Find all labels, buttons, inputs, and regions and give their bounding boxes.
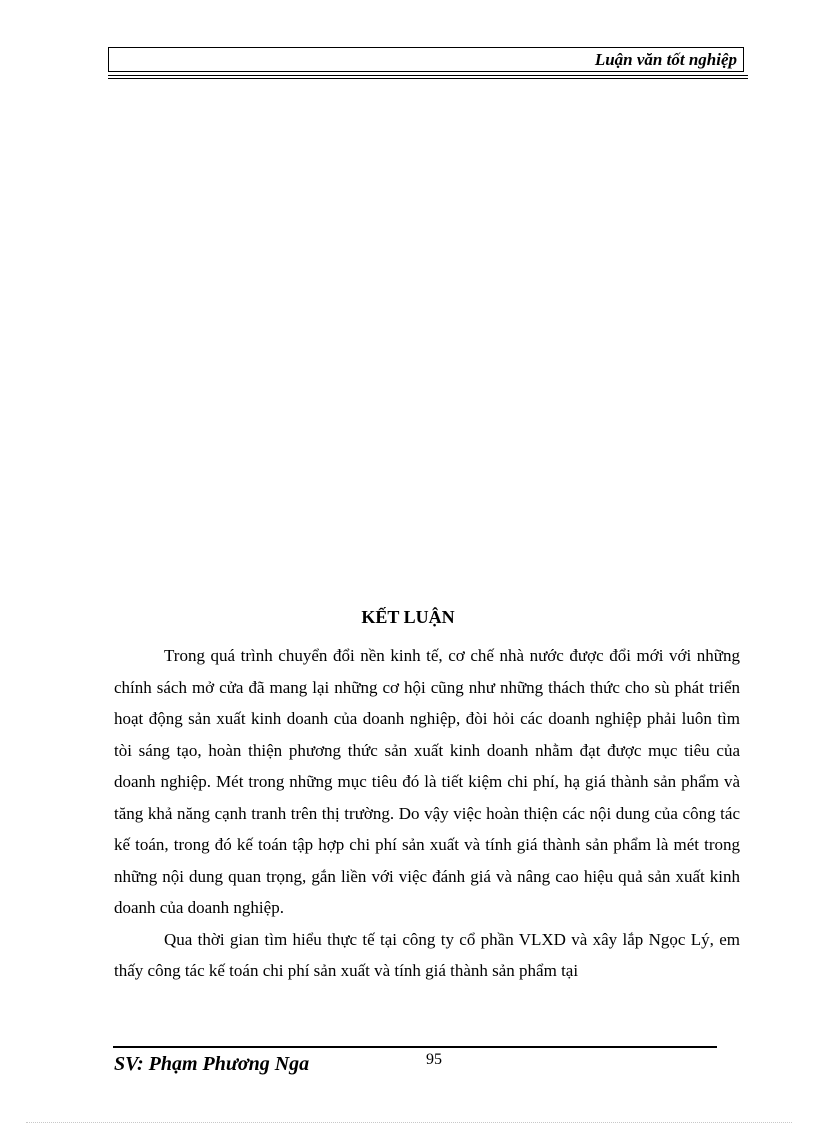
header-rule-top [108, 75, 748, 76]
page-number: 95 [426, 1051, 442, 1068]
header-rule-bottom [108, 78, 748, 79]
footer-author: SV: Phạm Phương Nga [114, 1053, 310, 1075]
paragraph-1: Trong quá trình chuyển đổi nền kinh tế, cơ chế nhà nước được đổi mới với những chính sách mở cửa đã mang lại những cơ hội cũng như những thách thức cho sù phát triển hoạt động sản xuất kinh doanh của doanh nghiệp, đòi hỏi các doanh nghiệp phải luôn tìm tòi sáng tạo, hoàn thiện phương thức sản xuất kinh doanh nhằm đạt được mục tiêu của doanh nghiệp. Mét trong những mục tiêu đó là tiết kiệm chi phí, hạ giá thành sản phẩm và tăng khả năng cạnh tranh trên thị trường. Do vậy việc hoàn thiện các nội dung của công tác kế toán, trong đó kế toán tập hợp chi phí sản xuất và tính giá thành sản phẩm là mét trong những nội dung quan trọng, gắn liền với việc đánh giá và nâng cao hiệu quả sản xuất kinh doanh của doanh nghiệp. [114, 646, 740, 917]
footer-rule [113, 1046, 717, 1048]
header-box [108, 47, 744, 72]
body-text [114, 640, 740, 987]
section-heading: KẾT LUẬN [361, 607, 455, 627]
paragraph-2: Qua thời gian tìm hiểu thực tế tại công ty cổ phần VLXD và xây lắp Ngọc Lý, em thấy công tác kế toán chi phí sản xuất và tính giá thành sản phẩm tại [114, 929, 740, 980]
header-title: Luận văn tốt nghiệp [594, 50, 737, 69]
